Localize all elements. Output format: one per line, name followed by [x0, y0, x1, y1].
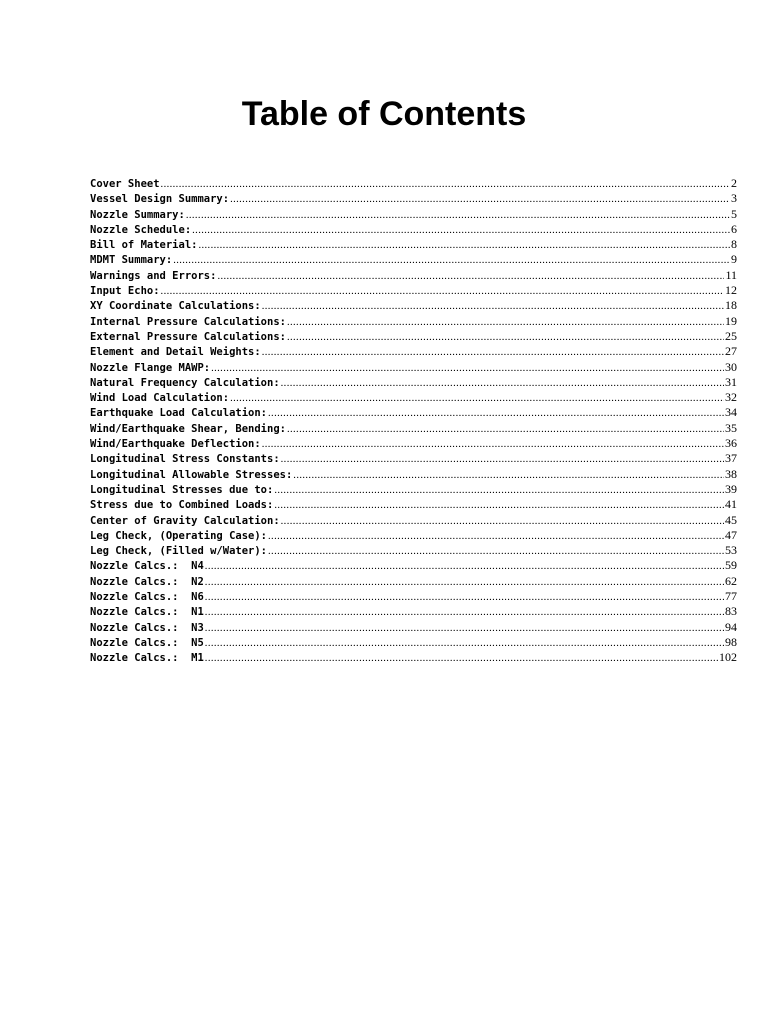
toc-entry — [90, 635, 737, 650]
toc-entry-page-number: 8 — [731, 237, 737, 252]
toc-entry-label: Nozzle Calcs.: N1 — [90, 606, 204, 619]
dot-leader — [205, 636, 724, 651]
toc-entry — [90, 222, 737, 237]
dot-leader — [205, 590, 724, 605]
toc-entry-label: Wind/Earthquake Deflection: — [90, 438, 261, 451]
toc-entry-label: Nozzle Calcs.: N5 — [90, 636, 204, 649]
toc-entry — [90, 329, 737, 344]
dot-leader — [211, 361, 724, 376]
dot-leader — [262, 299, 724, 314]
toc-entry-page-number: 35 — [725, 420, 737, 435]
toc-entry-label: Nozzle Calcs.: N2 — [90, 575, 204, 588]
toc-entry-label: Longitudinal Stresses due to: — [90, 483, 274, 496]
toc-entry-page-number: 38 — [725, 466, 737, 481]
toc-entry-page-number: 19 — [725, 313, 737, 328]
toc-entry — [90, 436, 737, 451]
toc-entry — [90, 528, 737, 543]
toc-entry-page-number: 27 — [725, 344, 737, 359]
toc-entry-page-number: 77 — [725, 589, 737, 604]
toc-entry-label: Wind/Earthquake Shear, Bending: — [90, 422, 286, 435]
toc-entry-page-number: 11 — [725, 267, 737, 282]
toc-entry — [90, 497, 737, 512]
toc-entry — [90, 543, 737, 558]
toc-entry-label: Element and Detail Weights: — [90, 346, 261, 359]
toc-entry — [90, 237, 737, 252]
dot-leader — [268, 529, 724, 544]
toc-entry-label: Internal Pressure Calculations: — [90, 315, 286, 328]
toc-entry — [90, 390, 737, 405]
toc-entry-page-number: 6 — [731, 221, 737, 236]
toc-entry-page-number: 62 — [725, 573, 737, 588]
dot-leader — [230, 391, 724, 406]
dot-leader — [268, 544, 724, 559]
toc-entry — [90, 650, 737, 665]
dot-leader — [186, 208, 730, 223]
dot-leader — [205, 575, 724, 590]
toc-entry-page-number: 3 — [731, 191, 737, 206]
toc-entry-label: Stress due to Combined Loads: — [90, 499, 274, 512]
toc-entry-label: Center of Gravity Calculation: — [90, 514, 280, 527]
dot-leader — [287, 422, 724, 437]
toc-entry — [90, 574, 737, 589]
toc-entry — [90, 558, 737, 573]
toc-entry-label: XY Coordinate Calculations: — [90, 300, 261, 313]
dot-leader — [274, 483, 724, 498]
toc-entry-page-number: 25 — [725, 328, 737, 343]
toc-entry-label: External Pressure Calculations: — [90, 330, 286, 343]
toc-entry — [90, 314, 737, 329]
dot-leader — [281, 376, 724, 391]
toc-entry-label: Longitudinal Allowable Stresses: — [90, 468, 293, 481]
toc-entry-page-number: 30 — [725, 359, 737, 374]
toc-entry — [90, 589, 737, 604]
toc-entry-label: Warnings and Errors: — [90, 269, 217, 282]
toc-entry — [90, 451, 737, 466]
toc-entry-page-number: 47 — [725, 527, 737, 542]
toc-entry-page-number: 45 — [725, 512, 737, 527]
toc-entry-label: Nozzle Calcs.: N4 — [90, 560, 204, 573]
page-title: Table of Contents — [241, 95, 527, 133]
toc-entry-page-number: 5 — [731, 206, 737, 221]
dot-leader — [281, 452, 724, 467]
toc-entry-page-number: 94 — [725, 619, 737, 634]
toc-entry — [90, 375, 737, 390]
toc-list — [90, 176, 737, 666]
toc-entry-page-number: 2 — [731, 176, 737, 190]
toc-entry — [90, 360, 737, 375]
dot-leader — [161, 284, 724, 299]
toc-entry-label: Nozzle Schedule: — [90, 223, 192, 236]
toc-entry-label: Wind Load Calculation: — [90, 392, 230, 405]
toc-entry-label: Bill of Material: — [90, 239, 198, 252]
toc-entry-label: Leg Check, (Operating Case): — [90, 529, 268, 542]
toc-entry-label: Natural Frequency Calculation: — [90, 376, 280, 389]
toc-entry-label: Nozzle Calcs.: N6 — [90, 591, 204, 604]
dot-leader — [262, 437, 724, 452]
dot-leader — [198, 238, 730, 253]
toc-entry-label: Longitudinal Stress Constants: — [90, 453, 280, 466]
dot-leader — [274, 498, 724, 513]
toc-entry-label: Nozzle Flange MAWP: — [90, 361, 211, 374]
toc-entry-label: Leg Check, (Filled w/Water): — [90, 545, 268, 558]
toc-entry-page-number: 39 — [725, 481, 737, 496]
toc-entry — [90, 620, 737, 635]
dot-leader — [268, 406, 724, 421]
toc-entry-page-number: 9 — [731, 252, 737, 267]
toc-entry-page-number: 98 — [725, 634, 737, 649]
dot-leader — [217, 269, 724, 284]
dot-leader — [161, 177, 730, 192]
toc-entry-label: MDMT Summary: — [90, 254, 173, 267]
toc-entry-page-number: 18 — [725, 298, 737, 313]
toc-entry-page-number: 32 — [725, 390, 737, 405]
toc-entry — [90, 405, 737, 420]
toc-entry-page-number: 34 — [725, 405, 737, 420]
toc-entry-page-number: 31 — [725, 374, 737, 389]
dot-leader — [287, 330, 724, 345]
toc-entry-page-number: 37 — [725, 451, 737, 466]
toc-entry-label: Nozzle Summary: — [90, 208, 185, 221]
dot-leader — [173, 253, 730, 268]
toc-entry — [90, 283, 737, 298]
toc-entry — [90, 482, 737, 497]
toc-entry-label: Cover Sheet — [90, 178, 160, 190]
dot-leader — [192, 223, 730, 238]
toc-entry-page-number: 59 — [725, 558, 737, 573]
toc-entry — [90, 176, 737, 191]
toc-entry-page-number: 36 — [725, 436, 737, 451]
toc-entry — [90, 268, 737, 283]
dot-leader — [293, 468, 724, 483]
dot-leader — [205, 621, 724, 636]
toc-entry-page-number: 41 — [725, 497, 737, 512]
dot-leader — [205, 559, 724, 574]
dot-leader — [287, 315, 724, 330]
dot-leader — [205, 605, 724, 620]
toc-entry — [90, 207, 737, 222]
toc-entry — [90, 513, 737, 528]
dot-leader — [205, 651, 718, 666]
toc-entry — [90, 467, 737, 482]
toc-entry — [90, 604, 737, 619]
dot-leader — [262, 345, 724, 360]
toc-entry-page-number: 12 — [725, 283, 737, 298]
toc-entry — [90, 344, 737, 359]
toc-entry-label: Nozzle Calcs.: M1 — [90, 652, 204, 665]
toc-entry — [90, 421, 737, 436]
dot-leader — [230, 192, 730, 207]
toc-entry-page-number: 102 — [719, 650, 737, 665]
toc-entry-label: Input Echo: — [90, 285, 160, 298]
toc-entry-page-number: 53 — [725, 543, 737, 558]
toc-entry-label: Vessel Design Summary: — [90, 193, 230, 206]
toc-entry-label: Earthquake Load Calculation: — [90, 407, 268, 420]
toc-entry — [90, 191, 737, 206]
toc-entry-label: Nozzle Calcs.: N3 — [90, 621, 204, 634]
toc-entry-page-number: 83 — [725, 604, 737, 619]
toc-entry — [90, 252, 737, 267]
toc-entry — [90, 298, 737, 313]
dot-leader — [281, 514, 724, 529]
